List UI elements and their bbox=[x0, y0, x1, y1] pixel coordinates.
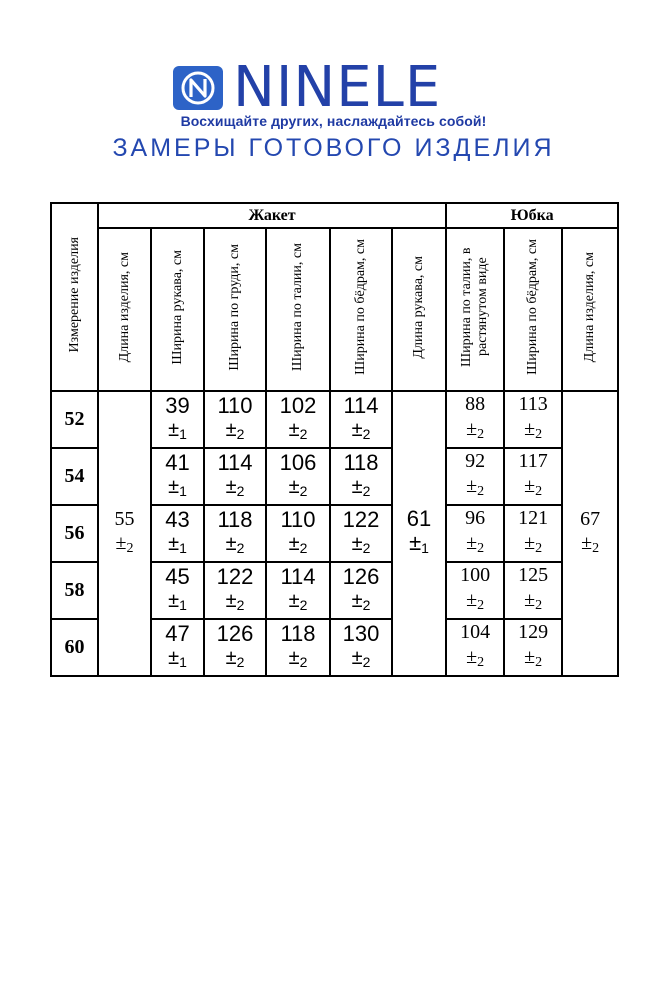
cell-value: 92 bbox=[465, 450, 486, 472]
cell-value: 47 bbox=[165, 620, 190, 646]
cell-sleeve-width bbox=[151, 619, 204, 676]
cell-tolerance: $\pm_2$ bbox=[225, 475, 245, 499]
cell-tolerance: $\pm_2$ bbox=[351, 418, 371, 442]
cell-value: 106 bbox=[279, 449, 317, 475]
cell-tolerance: $\pm_2$ bbox=[466, 589, 485, 613]
cell-waist-width bbox=[266, 562, 330, 619]
cell-skirt-hips bbox=[504, 505, 562, 562]
cell-tolerance: $\pm_2$ bbox=[288, 589, 308, 613]
size-label: 54 bbox=[51, 448, 98, 505]
brand-tagline: Восхищайте других, наслаждайтесь собой! bbox=[180, 113, 487, 129]
cell-value: 118 bbox=[343, 449, 379, 475]
merged-skirt-length: 67 $\pm_2$ bbox=[562, 391, 618, 676]
col-waist-width: Ширина по талии, см bbox=[266, 228, 330, 391]
table-row bbox=[51, 391, 618, 448]
cell-tolerance: $\pm_1$ bbox=[168, 589, 187, 613]
cell-chest-width bbox=[204, 562, 266, 619]
cell-tolerance: $\pm_2$ bbox=[225, 532, 245, 556]
cell-value: 88 bbox=[465, 393, 486, 415]
cell-skirt-waist bbox=[446, 619, 504, 676]
cell-skirt-hips bbox=[504, 619, 562, 676]
cell-tolerance: $\pm_2$ bbox=[225, 589, 245, 613]
merged-sleeve-length: 61 $\pm_1$ bbox=[392, 391, 446, 676]
brand-name: NINELE bbox=[233, 55, 442, 120]
cell-tolerance: $\pm_2$ bbox=[466, 418, 485, 442]
size-label: 60 bbox=[51, 619, 98, 676]
cell-skirt-waist bbox=[446, 505, 504, 562]
cell-value: 130 bbox=[342, 620, 380, 646]
cell-value: 110 bbox=[280, 506, 316, 532]
cell-tolerance: $\pm_2$ bbox=[524, 418, 543, 442]
cell-tolerance: $\pm_2$ bbox=[351, 475, 371, 499]
cell-tolerance: $\pm_2$ bbox=[351, 532, 371, 556]
cell-tolerance: $\pm_2$ bbox=[288, 646, 308, 670]
cell-hip-width bbox=[330, 619, 392, 676]
cell-tolerance: $\pm_1$ bbox=[168, 532, 187, 556]
cell-tolerance: $\pm_2$ bbox=[288, 418, 308, 442]
cell-skirt-hips bbox=[504, 562, 562, 619]
cell-value: 114 bbox=[280, 563, 316, 589]
cell-value: 122 bbox=[342, 506, 380, 532]
size-chart-table bbox=[50, 202, 619, 677]
cell-sleeve-width bbox=[151, 562, 204, 619]
cell-tolerance: $\pm_1$ bbox=[168, 418, 187, 442]
cell-sleeve-width bbox=[151, 448, 204, 505]
merged-jacket-length: 55 $\pm_2$ bbox=[98, 391, 151, 676]
cell-value: 129 bbox=[518, 621, 549, 643]
cell-tolerance: $\pm_2$ bbox=[466, 646, 485, 670]
col-skirt-length: Длина изделия, см bbox=[562, 228, 618, 391]
cell-value: 122 bbox=[216, 563, 254, 589]
cell-skirt-waist bbox=[446, 562, 504, 619]
cell-value: 117 bbox=[518, 450, 548, 472]
cell-sleeve-width bbox=[151, 505, 204, 562]
cell-tolerance: $\pm_1$ bbox=[168, 475, 187, 499]
col-chest-width: Ширина по груди, см bbox=[204, 228, 266, 391]
cell-chest-width bbox=[204, 619, 266, 676]
cell-value: 41 bbox=[165, 449, 190, 475]
cell-value: 114 bbox=[217, 449, 253, 475]
cell-hip-width bbox=[330, 391, 392, 448]
group-jacket: Жакет bbox=[98, 203, 446, 228]
cell-hip-width bbox=[330, 562, 392, 619]
col-skirt-waist: Ширина по талии, в растянутом виде bbox=[446, 228, 504, 391]
group-skirt: Юбка bbox=[446, 203, 618, 228]
cell-value: 114 bbox=[343, 392, 379, 418]
cell-value: 126 bbox=[216, 620, 254, 646]
cell-value: 100 bbox=[460, 564, 491, 586]
cell-tolerance: $\pm_2$ bbox=[288, 475, 308, 499]
cell-tolerance: $\pm_2$ bbox=[524, 532, 543, 556]
cell-chest-width bbox=[204, 391, 266, 448]
col-skirt-hips: Ширина по бёдрам, см bbox=[504, 228, 562, 391]
page-title: ЗАМЕРЫ ГОТОВОГО ИЗДЕЛИЯ bbox=[112, 134, 555, 162]
col-jacket-length: Длина изделия, см bbox=[98, 228, 151, 391]
cell-tolerance: $\pm_2$ bbox=[288, 532, 308, 556]
cell-value: 110 bbox=[217, 392, 253, 418]
cell-tolerance: $\pm_2$ bbox=[225, 646, 245, 670]
cell-tolerance: $\pm_2$ bbox=[466, 532, 485, 556]
cell-value: 104 bbox=[460, 621, 491, 643]
cell-tolerance: $\pm_2$ bbox=[351, 646, 371, 670]
cell-waist-width bbox=[266, 391, 330, 448]
cell-tolerance: $\pm_2$ bbox=[524, 475, 543, 499]
cell-value: 118 bbox=[280, 620, 316, 646]
cell-sleeve-width bbox=[151, 391, 204, 448]
cell-tolerance: $\pm_2$ bbox=[524, 589, 543, 613]
cell-value: 121 bbox=[518, 507, 549, 529]
cell-value: 125 bbox=[518, 564, 549, 586]
col-sleeve-width: Ширина рукава, см bbox=[151, 228, 204, 391]
cell-skirt-hips bbox=[504, 391, 562, 448]
cell-waist-width bbox=[266, 448, 330, 505]
cell-waist-width bbox=[266, 505, 330, 562]
brand-logo-icon bbox=[173, 66, 223, 110]
size-label: 52 bbox=[51, 391, 98, 448]
cell-chest-width bbox=[204, 505, 266, 562]
size-label: 58 bbox=[51, 562, 98, 619]
col-sleeve-length: Длина рукава, см bbox=[392, 228, 446, 391]
cell-waist-width bbox=[266, 619, 330, 676]
cell-value: 126 bbox=[342, 563, 380, 589]
corner-header: Измерение изделия bbox=[51, 203, 98, 391]
cell-value: 102 bbox=[279, 392, 317, 418]
cell-skirt-waist bbox=[446, 391, 504, 448]
cell-value: 118 bbox=[217, 506, 253, 532]
cell-value: 43 bbox=[165, 506, 190, 532]
cell-tolerance: $\pm_1$ bbox=[168, 646, 187, 670]
cell-skirt-waist bbox=[446, 448, 504, 505]
cell-value: 39 bbox=[165, 392, 190, 418]
cell-chest-width bbox=[204, 448, 266, 505]
cell-tolerance: $\pm_2$ bbox=[351, 589, 371, 613]
cell-value: 45 bbox=[165, 563, 190, 589]
col-hip-width: Ширина по бёдрам, см bbox=[330, 228, 392, 391]
cell-skirt-hips bbox=[504, 448, 562, 505]
size-label: 56 bbox=[51, 505, 98, 562]
cell-tolerance: $\pm_2$ bbox=[524, 646, 543, 670]
cell-tolerance: $\pm_2$ bbox=[466, 475, 485, 499]
cell-hip-width bbox=[330, 448, 392, 505]
cell-hip-width bbox=[330, 505, 392, 562]
cell-value: 96 bbox=[465, 507, 486, 529]
cell-value: 113 bbox=[518, 393, 548, 415]
cell-tolerance: $\pm_2$ bbox=[225, 418, 245, 442]
